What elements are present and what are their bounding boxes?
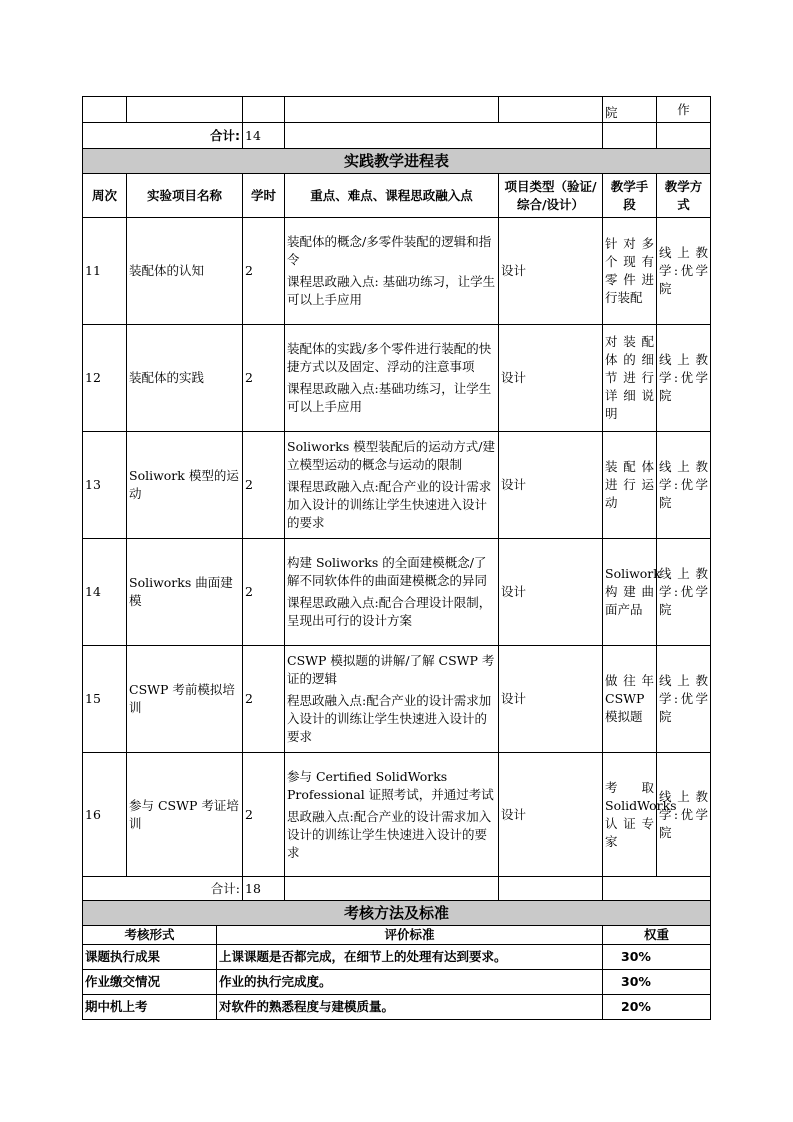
row-means: 做往年 CSWP 模拟题: [603, 646, 657, 753]
row-type: 设计: [499, 325, 603, 432]
row-mode: 线上教学:优学院: [657, 325, 711, 432]
row-focus-ideology: 课程思政融入点: 基础功练习，让学生可以上手应用: [287, 274, 496, 307]
assessment-form: 作业缴交情况: [83, 970, 217, 995]
row-focus-ideology: 程思政融入点:配合产业的设计需求加入设计的训练让学生快速进入设计的要求: [287, 693, 492, 744]
header-project: 实验项目名称: [127, 174, 243, 218]
row-type: 设计: [499, 753, 603, 877]
assessment-criteria: 对软件的熟悉程度与建模质量。: [217, 995, 603, 1020]
practice-schedule-table: [82, 96, 711, 926]
row-week: 11: [83, 218, 127, 325]
table-row: [83, 753, 711, 877]
row-hours: 2: [243, 753, 285, 877]
row-week: 16: [83, 753, 127, 877]
row-type: 设计: [499, 539, 603, 646]
row-means: Soliwork 构建曲面产品: [603, 539, 657, 646]
assessment-weight: 30%: [603, 945, 711, 970]
row-focus: [285, 646, 499, 753]
assessment-title: 考核方法及标准: [83, 901, 711, 926]
row-hours: 2: [243, 646, 285, 753]
row-hours: 2: [243, 432, 285, 539]
syllabus-page: [82, 96, 710, 1020]
table-row: [83, 646, 711, 753]
row-mode: 线上教学:优学院: [657, 646, 711, 753]
row-week: 13: [83, 432, 127, 539]
theory-total-hours: 14: [243, 123, 285, 149]
assessment-weight: 20%: [603, 995, 711, 1020]
row-focus: [285, 753, 499, 877]
practice-total-label: 合计:: [83, 877, 243, 901]
assessment-form: 期中机上考: [83, 995, 217, 1020]
assessment-criteria: 作业的执行完成度。: [217, 970, 603, 995]
row-week: 14: [83, 539, 127, 646]
header-type: 项目类型（验证/综合/设计）: [499, 174, 603, 218]
header-form: 考核形式: [83, 926, 217, 945]
row-mode: 线上教学:优学院: [657, 432, 711, 539]
row-focus: [285, 218, 499, 325]
row-mode: 线上教学:优学院: [657, 753, 711, 877]
assessment-weight: 30%: [603, 970, 711, 995]
table-row: [83, 218, 711, 325]
row-project: Soliworks 曲面建模: [127, 539, 243, 646]
header-criteria: 评价标准: [217, 926, 603, 945]
table-row: [83, 995, 711, 1020]
continued-cell-work: 作: [657, 97, 711, 123]
practice-title-row: [83, 149, 711, 174]
header-weight: 权重: [603, 926, 711, 945]
assessment-form: 课题执行成果: [83, 945, 217, 970]
continued-row: [83, 97, 711, 123]
row-focus-ideology: 课程思政融入点:配合合理设计限制，呈现出可行的设计方案: [287, 595, 492, 628]
practice-total-hours: 18: [243, 877, 285, 901]
row-means: 考取 SolidWorks 认证专家: [603, 753, 657, 877]
row-focus-main: Soliworks 模型装配后的运动方式/建立模型运动的概念与运动的限制: [287, 439, 495, 472]
table-row: [83, 539, 711, 646]
table-row: [83, 432, 711, 539]
row-week: 12: [83, 325, 127, 432]
row-hours: 2: [243, 218, 285, 325]
row-project: 装配体的实践: [127, 325, 243, 432]
row-type: 设计: [499, 646, 603, 753]
row-type: 设计: [499, 218, 603, 325]
header-mode: 教学方式: [657, 174, 711, 218]
row-means: 对装配体的细节进行详细说明: [603, 325, 657, 432]
row-project: Soliwork 模型的运动: [127, 432, 243, 539]
assessment-title-row: [83, 901, 711, 926]
row-focus: [285, 325, 499, 432]
row-focus: [285, 432, 499, 539]
practice-header-row: [83, 174, 711, 218]
theory-total-row: [83, 123, 711, 149]
row-focus-main: 装配体的概念/多零件装配的逻辑和指令: [287, 234, 492, 267]
row-focus-main: 参与 Certified SolidWorks Professional 证照考试，并通过考试: [287, 768, 494, 802]
row-project: 参与 CSWP 考证培训: [127, 753, 243, 877]
header-week: 周次: [83, 174, 127, 218]
assessment-table: [82, 926, 711, 1020]
row-means: 装配体进行运动: [603, 432, 657, 539]
row-focus: [285, 539, 499, 646]
theory-total-label: 合计:: [83, 123, 243, 149]
header-focus: 重点、难点、课程思政融入点: [285, 174, 499, 218]
row-mode: 线上教学:优学院: [657, 218, 711, 325]
row-mode: 线上教学:优学院: [657, 539, 711, 646]
row-focus-ideology: 课程思政融入点:基础功练习，让学生可以上手应用: [287, 381, 492, 414]
practice-total-row: [83, 877, 711, 901]
row-focus-main: CSWP 模拟题的讲解/了解 CSWP 考证的逻辑: [287, 653, 495, 686]
row-means: 针对多个现有零件进行装配: [603, 218, 657, 325]
row-hours: 2: [243, 325, 285, 432]
table-row: [83, 325, 711, 432]
row-type: 设计: [499, 432, 603, 539]
row-project: 装配体的认知: [127, 218, 243, 325]
row-focus-main: 构建 Soliworks 的全面建模概念/了解不同软体件的曲面建模概念的异同: [287, 555, 488, 588]
header-means: 教学手段: [603, 174, 657, 218]
row-focus-ideology: 课程思政融入点:配合产业的设计需求加入设计的训练让学生快速进入设计的要求: [287, 479, 492, 530]
table-row: [83, 970, 711, 995]
row-focus-ideology: 思政融入点:配合产业的设计需求加入设计的训练让学生快速进入设计的要求: [287, 808, 492, 860]
table-row: [83, 945, 711, 970]
row-project: CSWP 考前模拟培训: [127, 646, 243, 753]
row-hours: 2: [243, 539, 285, 646]
row-focus-main: 装配体的实践/多个零件进行装配的快捷方式以及固定、浮动的注意事项: [287, 341, 492, 374]
assessment-header-row: [83, 926, 711, 945]
practice-title: 实践教学进程表: [83, 149, 711, 174]
header-hours: 学时: [243, 174, 285, 218]
continued-cell-college: 院: [603, 97, 657, 123]
assessment-criteria: 上课课题是否都完成，在细节上的处理有达到要求。: [217, 945, 603, 970]
row-week: 15: [83, 646, 127, 753]
